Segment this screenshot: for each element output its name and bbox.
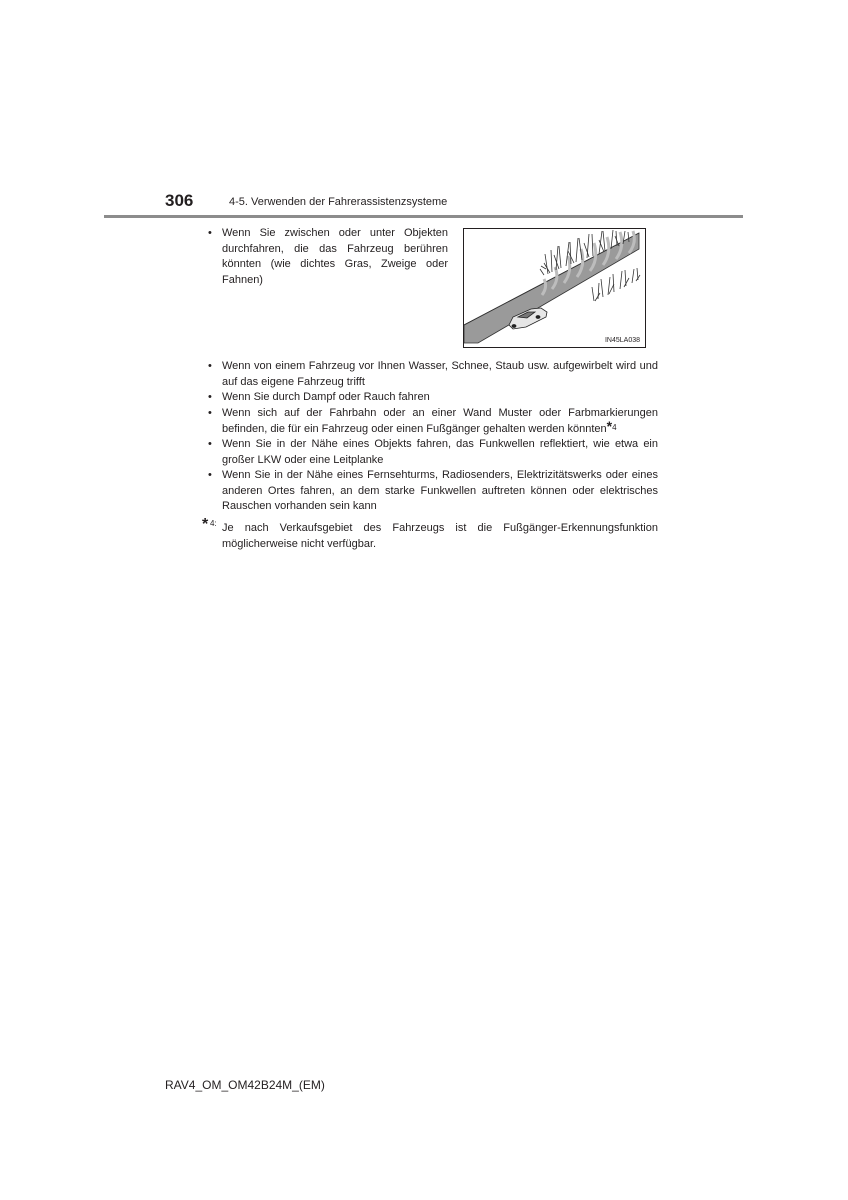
- footnote-text: Je nach Verkaufsgebiet des Fahrzeugs ist die Fußgänger-Erkennungsfunktion möglicherweise nicht verfügbar.: [222, 522, 658, 550]
- bullet-icon: •: [208, 227, 212, 239]
- bullet-icon: •: [208, 469, 212, 481]
- document-code: RAV4_OM_OM42B24M_(EM): [165, 1078, 325, 1092]
- list-item: [208, 390, 658, 406]
- list-item-text: Wenn sich auf der Fahrbahn oder an einer Wand Muster oder Farbmarkierungen befinden, die für ein Fahrzeug oder einen Fußgänger gehalten werden könnten: [222, 407, 658, 435]
- bullet-icon: •: [208, 391, 212, 403]
- list-item-text: Wenn Sie zwischen oder unter Objekten durchfahren, die das Fahrzeug berühren könnten (wie dichtes Gras, Zweige oder Fahnen): [222, 227, 448, 287]
- list-item: [208, 468, 658, 515]
- footnote-number: [210, 519, 217, 528]
- footnote-suffix: :: [214, 519, 217, 528]
- page-number: 306: [165, 191, 194, 210]
- footnote-number-value: 4: [210, 519, 215, 528]
- list-item-text: Wenn Sie durch Dampf oder Rauch fahren: [222, 391, 430, 403]
- illustration-svg: [464, 229, 645, 347]
- footnote-ref-star: *: [606, 417, 613, 434]
- footnote-marker: *: [202, 516, 209, 533]
- section-title: 4-5. Verwenden der Fahrerassistenzsysteme: [229, 196, 448, 208]
- figure-code: IN45LA038: [604, 337, 640, 344]
- list-item-text: Wenn von einem Fahrzeug vor Ihnen Wasser, Schnee, Staub usw. aufgewirbelt wird und auf das eigene Fahrzeug trifft: [222, 360, 658, 388]
- list-item: [208, 226, 448, 289]
- header-divider: [104, 215, 743, 218]
- bullet-icon: •: [208, 407, 212, 419]
- list-item: [208, 406, 658, 437]
- list-item-text: Wenn Sie in der Nähe eines Fernsehturms, Radiosenders, Elektrizitätswerks oder eines anderen Ortes fahren, an dem starke Funkwellen auftreten können oder elektrisches Rauschen vorhanden sein kann: [222, 469, 658, 513]
- list-item: [208, 437, 658, 468]
- bullet-icon: •: [208, 360, 212, 372]
- list-item: [208, 359, 658, 390]
- bullet-icon: •: [208, 438, 212, 450]
- illustration-car-in-grass: [463, 228, 646, 348]
- footnote-ref-number: 4: [612, 422, 617, 432]
- list-item-text: Wenn Sie in der Nähe eines Objekts fahren, das Funkwellen reflektiert, wie etwa ein großer LKW oder eine Leitplanke: [222, 438, 658, 466]
